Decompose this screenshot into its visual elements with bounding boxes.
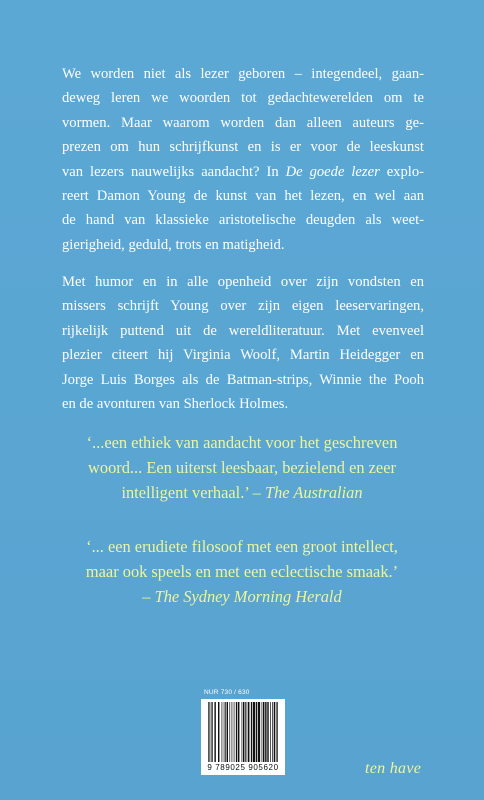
review-quote-smh bbox=[40, 534, 444, 609]
barcode-bar bbox=[265, 702, 266, 762]
quote-line: ‘... een erudiete filosoof met een groot intellect, bbox=[86, 537, 398, 556]
barcode-bar bbox=[224, 702, 225, 762]
barcode-bar bbox=[243, 702, 244, 762]
quote-source: The Sydney Morning Herald bbox=[154, 587, 342, 606]
blurb-line bbox=[62, 160, 424, 184]
quote-line: maar ook speels en met een eclectische smaak.’ bbox=[85, 562, 399, 581]
barcode-bar bbox=[214, 702, 215, 762]
barcode-bar bbox=[276, 702, 277, 762]
blurb-paragraph-1 bbox=[62, 62, 424, 257]
blurb-line: en de avonturen van Sherlock Holmes. bbox=[62, 396, 289, 413]
barcode-bar bbox=[211, 702, 212, 762]
barcode-bar bbox=[227, 702, 228, 762]
barcode-bar bbox=[248, 702, 249, 762]
barcode-icon bbox=[208, 702, 278, 762]
barcode-bar bbox=[245, 702, 246, 762]
barcode-bar bbox=[247, 702, 248, 762]
barcode-bar bbox=[270, 702, 271, 762]
isbn-barcode bbox=[201, 699, 285, 775]
blurb-line: deweg leren we woorden tot gedachtewerelden om te bbox=[62, 90, 424, 107]
barcode-bar bbox=[218, 702, 219, 762]
barcode-bar bbox=[242, 702, 243, 762]
blurb-text: explo- bbox=[379, 163, 424, 180]
publisher-logo: ten have bbox=[365, 760, 422, 777]
barcode-bar bbox=[212, 702, 213, 762]
blurb-line: We worden niet als lezer geboren – integendeel, gaan- bbox=[62, 66, 424, 82]
barcode-bar bbox=[234, 702, 235, 762]
quote-dash: – bbox=[142, 587, 155, 606]
isbn-number: 9 789025 905620 bbox=[207, 763, 279, 772]
barcode-bar bbox=[277, 702, 278, 762]
blurb-line: rijkelijk puttend uit de wereldliteratuur. Met evenveel bbox=[62, 322, 424, 339]
quote-line: woord... Een uiterst leesbaar, bezielend en zeer bbox=[88, 458, 396, 477]
barcode-bar bbox=[209, 702, 210, 762]
blurb-line: prezen om hun schrijfkunst en is er voor de leeskunst bbox=[62, 139, 424, 156]
blurb-line: vormen. Maar waarom worden dan alleen auteurs ge- bbox=[62, 114, 424, 131]
barcode-bar bbox=[272, 702, 273, 762]
blurb-line: plezier citeert hij Virginia Woolf, Martin Heidegger en bbox=[62, 347, 424, 364]
barcode-bar bbox=[267, 702, 268, 762]
barcode-bar bbox=[238, 702, 239, 762]
blurb-line: Jorge Luis Borges als de Batman-strips, Winnie the Pooh bbox=[62, 371, 424, 388]
barcode-bar bbox=[222, 702, 223, 762]
barcode-bar bbox=[274, 702, 275, 762]
barcode-bar bbox=[225, 702, 226, 762]
barcode-bar bbox=[232, 702, 233, 762]
quote-line bbox=[40, 480, 444, 505]
blurb-line: Met humor en in alle openheid over zijn vondsten en bbox=[62, 274, 424, 290]
blurb-paragraph-2 bbox=[62, 270, 424, 416]
review-quote-australian bbox=[40, 430, 444, 505]
barcode-bar bbox=[253, 702, 255, 762]
book-title-italic: De goede lezer bbox=[285, 163, 380, 180]
barcode-bar bbox=[229, 702, 230, 762]
nur-code: NUR 730 / 630 bbox=[204, 689, 250, 696]
blurb-line: de hand van klassieke aristotelische deugden als weet- bbox=[62, 212, 424, 229]
barcode-bar bbox=[258, 702, 260, 762]
barcode-bar bbox=[251, 702, 252, 762]
barcode-bar bbox=[256, 702, 257, 762]
blurb-line: reert Damon Young de kunst van het lezen, en wel aan bbox=[62, 188, 424, 205]
blurb-text: van lezers nauwelijks aandacht? In bbox=[62, 163, 279, 180]
quote-line bbox=[40, 584, 444, 609]
barcode-bar bbox=[263, 702, 264, 762]
quote-text: intelligent verhaal.’ – bbox=[121, 483, 265, 502]
barcode-bar bbox=[262, 702, 263, 762]
blurb-line: gierigheid, geduld, trots en matigheid. bbox=[62, 236, 285, 253]
barcode-bar bbox=[236, 702, 237, 762]
barcode-bar bbox=[208, 702, 209, 762]
quote-source: The Australian bbox=[264, 483, 363, 502]
quote-line: ‘...een ethiek van aandacht voor het geschreven bbox=[86, 433, 398, 452]
blurb-line: missers schrijft Young over zijn eigen leeservaringen, bbox=[62, 298, 424, 315]
